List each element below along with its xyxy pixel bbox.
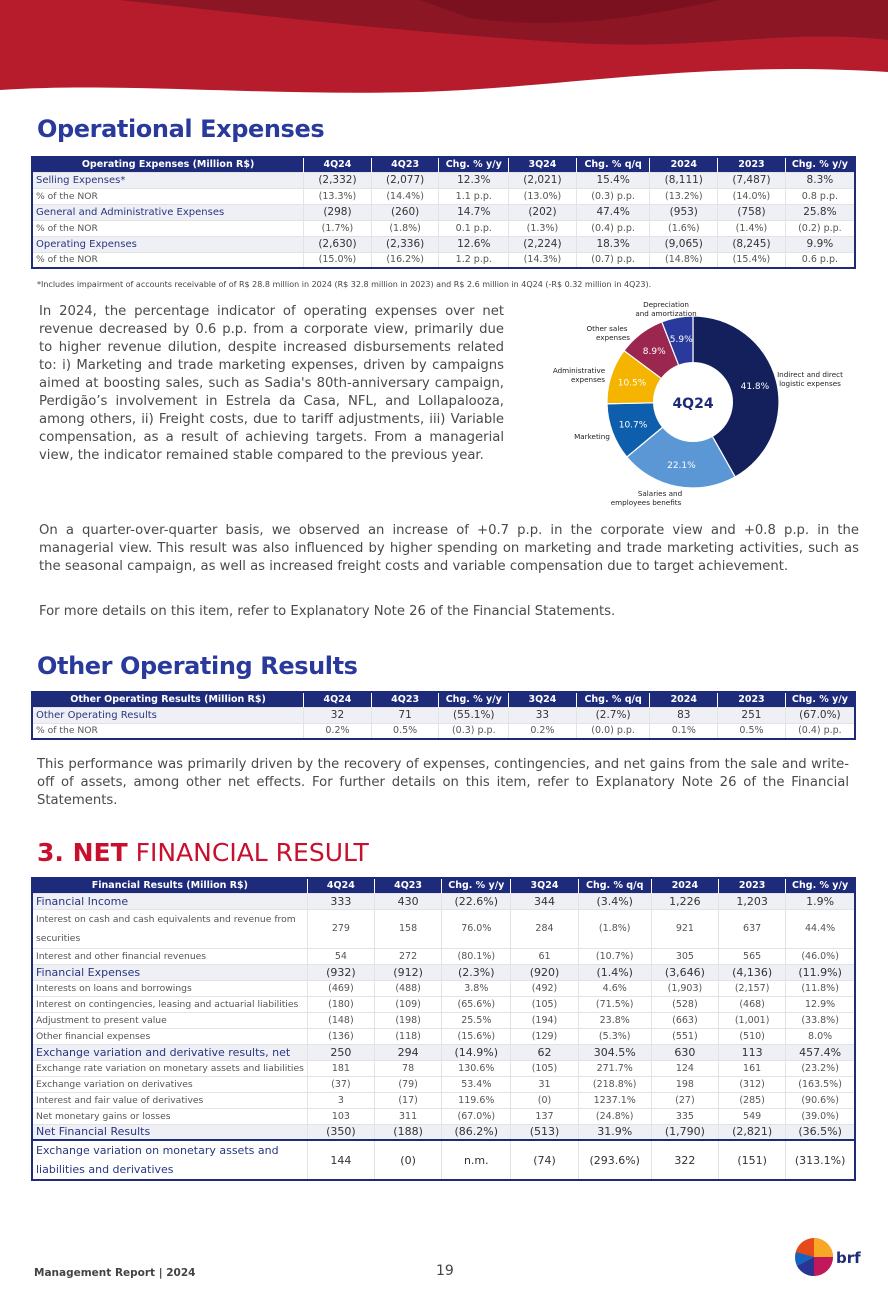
table-cell: (15.4%) [718, 252, 786, 268]
table-cell: 14.7% [439, 204, 509, 220]
table-cell: 124 [651, 1060, 718, 1076]
table-cell: 637 [719, 909, 786, 948]
table-cell: (260) [371, 204, 439, 220]
table-cell: 1.9% [786, 893, 855, 909]
table-cell: (1.3%) [509, 220, 577, 236]
table-cell: 198 [651, 1076, 718, 1092]
label-salaries: Salaries and [637, 489, 683, 498]
table-cell: 31.9% [578, 1124, 651, 1140]
table-cell: (0.4) p.p. [785, 723, 855, 739]
table-row [32, 188, 855, 204]
table-cell: (15.0%) [304, 252, 372, 268]
table-cell: 279 [307, 909, 374, 948]
table-cell: (23.2%) [786, 1060, 855, 1076]
table-cell: (0) [511, 1092, 578, 1108]
table-cell: (14.0%) [718, 188, 786, 204]
label-other-sales: Other sales [586, 324, 628, 333]
brf-logo [794, 1236, 861, 1278]
table-cell: (16.2%) [371, 252, 439, 268]
table-cell: (953) [650, 204, 718, 220]
table-cell: 12.9% [786, 996, 855, 1012]
table-cell: 549 [719, 1108, 786, 1124]
table-cell: (105) [511, 996, 578, 1012]
table-cell: (285) [719, 1092, 786, 1108]
column-header: 2023 [719, 878, 786, 893]
table-header-row [32, 157, 855, 172]
table-cell: (1.8%) [578, 909, 651, 948]
table-row [32, 252, 855, 268]
table-cell: 130.6% [442, 1060, 511, 1076]
table-cell: (14.9%) [442, 1044, 511, 1060]
label-administrative: Administrative [552, 366, 606, 375]
table-cell: (13.2%) [650, 188, 718, 204]
table-cell: 54 [307, 948, 374, 964]
label-marketing: Marketing [574, 432, 610, 441]
table-cell: (151) [719, 1140, 786, 1180]
table-cell: 31 [511, 1076, 578, 1092]
row-label: Net monetary gains or losses [32, 1108, 307, 1124]
table-cell: (36.5%) [786, 1124, 855, 1140]
table-cell: (2,224) [509, 236, 577, 252]
table-row [32, 909, 855, 948]
table-cell: (551) [651, 1028, 718, 1044]
table-cell: (11.8%) [786, 980, 855, 996]
table-cell: (313.1%) [786, 1140, 855, 1180]
table-cell: (24.8%) [578, 1108, 651, 1124]
table-cell: 161 [719, 1060, 786, 1076]
table-cell: (90.6%) [786, 1092, 855, 1108]
table-cell: (663) [651, 1012, 718, 1028]
column-header: 4Q23 [371, 692, 439, 707]
table-row [32, 1108, 855, 1124]
section-title-rest: FINANCIAL RESULT [127, 838, 369, 867]
table-cell: 1,226 [651, 893, 718, 909]
table-cell: (2,336) [371, 236, 439, 252]
row-label: Financial Expenses [32, 964, 307, 980]
table-row [32, 1028, 855, 1044]
table-cell: (79) [374, 1076, 441, 1092]
table-cell: (180) [307, 996, 374, 1012]
table-cell: 33 [509, 707, 577, 723]
label-depreciation: Depreciation [643, 300, 689, 309]
table-cell: 44.4% [786, 909, 855, 948]
table-cell: (468) [719, 996, 786, 1012]
row-label: Financial Income [32, 893, 307, 909]
table-cell: 47.4% [576, 204, 650, 220]
table-cell: 311 [374, 1108, 441, 1124]
table-cell: (194) [511, 1012, 578, 1028]
column-header: Chg. % q/q [578, 878, 651, 893]
column-header: Chg. % y/y [785, 157, 855, 172]
table-cell: (4,136) [719, 964, 786, 980]
column-header: Chg. % q/q [576, 692, 650, 707]
table-cell: 304.5% [578, 1044, 651, 1060]
table-cell: 158 [374, 909, 441, 948]
donut-value-label: 10.5% [617, 378, 647, 389]
table-cell: 12.6% [439, 236, 509, 252]
table-cell: 119.6% [442, 1092, 511, 1108]
row-label: % of the NOR [32, 723, 304, 739]
donut-value-label: 8.9% [642, 347, 666, 358]
table-cell: (1.6%) [650, 220, 718, 236]
table-cell: (1.7%) [304, 220, 372, 236]
table-row [32, 723, 855, 739]
table-cell: 294 [374, 1044, 441, 1060]
table-cell: 144 [307, 1140, 374, 1180]
table-cell: (2.7%) [576, 707, 650, 723]
column-header: 3Q24 [509, 692, 577, 707]
table-cell: (129) [511, 1028, 578, 1044]
table-cell: (312) [719, 1076, 786, 1092]
table-cell: 83 [650, 707, 718, 723]
table-cell: 15.4% [576, 172, 650, 188]
table-cell: (2,021) [509, 172, 577, 188]
table-cell: 181 [307, 1060, 374, 1076]
donut-value-label: 41.8% [740, 381, 770, 392]
table-cell: 0.8 p.p. [785, 188, 855, 204]
paragraph-opex-reference: For more details on this item, refer to Explanatory Note 26 of the Financial Statements. [39, 604, 616, 619]
row-label: % of the NOR [32, 252, 304, 268]
paragraph-opex-annual: In 2024, the percentage indicator of operating expenses over net revenue decreased by 0.6 p.p. from a corporate view, primarily due to higher revenue dilution, despite increased disbursements related to: i) Marketing and trade marketing expenses, driven by campaigns aimed at boosting sales, such as Sadia's 80th-anniversary campaign, Perdigão’s involvement in Estrela da Casa, NFL, and Lollapalooza, among others, ii) Freight costs, due to tariff adjustments, iii) Variable compensation, as a result of achieving targets. From a managerial view, the indicator remained stable compared to the previous year. [39, 304, 504, 463]
table-cell: (528) [651, 996, 718, 1012]
table-cell: 113 [719, 1044, 786, 1060]
table-cell: (14.3%) [509, 252, 577, 268]
table-cell: (920) [511, 964, 578, 980]
table-cell: 1,203 [719, 893, 786, 909]
table-cell: 250 [307, 1044, 374, 1060]
table-cell: (8,111) [650, 172, 718, 188]
row-label: Interest on cash and cash equivalents and revenue from securities [32, 909, 307, 948]
column-header: Chg. % y/y [439, 157, 509, 172]
table-cell: n.m. [442, 1140, 511, 1180]
table-row [32, 236, 855, 252]
table-cell: (198) [374, 1012, 441, 1028]
table-row [32, 996, 855, 1012]
table-cell: (14.8%) [650, 252, 718, 268]
table-cell: (0.0) p.p. [576, 723, 650, 739]
column-header: 2024 [650, 692, 718, 707]
table-cell: (1.4%) [578, 964, 651, 980]
table-cell: 76.0% [442, 909, 511, 948]
label-depreciation: and amortization [635, 309, 697, 318]
operating-expenses-table [31, 156, 856, 269]
label-logistic: Indirect and direct [777, 370, 843, 379]
row-label: Exchange variation on derivatives [32, 1076, 307, 1092]
table-cell: (1.8%) [371, 220, 439, 236]
table-cell: 0.6 p.p. [785, 252, 855, 268]
financial-results-table [31, 877, 856, 1181]
row-label: % of the NOR [32, 188, 304, 204]
table-cell: (0.7) p.p. [576, 252, 650, 268]
table-cell: (0.4) p.p. [576, 220, 650, 236]
table-cell: (469) [307, 980, 374, 996]
table-cell: (0.3) p.p. [439, 723, 509, 739]
table-cell: 137 [511, 1108, 578, 1124]
table-cell: 335 [651, 1108, 718, 1124]
table-cell: (13.3%) [304, 188, 372, 204]
table-cell: 1.1 p.p. [439, 188, 509, 204]
table-cell: 0.2% [304, 723, 372, 739]
table-row [32, 980, 855, 996]
row-label: Other financial expenses [32, 1028, 307, 1044]
table-cell: (912) [374, 964, 441, 980]
table-cell: (22.6%) [442, 893, 511, 909]
table-cell: (136) [307, 1028, 374, 1044]
section-title-other-operating-results: Other Operating Results [37, 652, 358, 680]
table-cell: 1.2 p.p. [439, 252, 509, 268]
table-cell: (488) [374, 980, 441, 996]
column-header: Other Operating Results (Million R$) [32, 692, 304, 707]
table-cell: (17) [374, 1092, 441, 1108]
table-cell: (33.8%) [786, 1012, 855, 1028]
table-cell: (513) [511, 1124, 578, 1140]
column-header: 2024 [650, 157, 718, 172]
table-row [32, 948, 855, 964]
table-cell: (148) [307, 1012, 374, 1028]
row-label: Interest and fair value of derivatives [32, 1092, 307, 1108]
table-cell: (14.4%) [371, 188, 439, 204]
table-cell: (3,646) [651, 964, 718, 980]
table-cell: 12.3% [439, 172, 509, 188]
table-row [32, 964, 855, 980]
table-row [32, 172, 855, 188]
table-row [32, 1124, 855, 1140]
table-cell: (74) [511, 1140, 578, 1180]
table-cell: 272 [374, 948, 441, 964]
table-cell: 430 [374, 893, 441, 909]
table-cell: 32 [304, 707, 372, 723]
donut-value-label: 10.7% [618, 420, 648, 431]
table-cell: 53.4% [442, 1076, 511, 1092]
table-row [32, 1044, 855, 1060]
table-cell: 18.3% [576, 236, 650, 252]
column-header: 4Q24 [304, 157, 372, 172]
table-cell: 61 [511, 948, 578, 964]
table-cell: (5.3%) [578, 1028, 651, 1044]
footer-report-label: Management Report | [34, 1267, 167, 1279]
table-cell: (109) [374, 996, 441, 1012]
table-cell: (2,077) [371, 172, 439, 188]
row-label: % of the NOR [32, 220, 304, 236]
table-cell: 1237.1% [578, 1092, 651, 1108]
donut-value-label: 22.1% [667, 460, 696, 471]
table-header-row [32, 878, 855, 893]
table-cell: (67.0%) [442, 1108, 511, 1124]
table-cell: 457.4% [786, 1044, 855, 1060]
table-cell: (1.4%) [718, 220, 786, 236]
footer-report-name [34, 1267, 195, 1279]
table-cell: (67.0%) [785, 707, 855, 723]
table-cell: 78 [374, 1060, 441, 1076]
table-cell: (350) [307, 1124, 374, 1140]
table-cell: (0) [374, 1140, 441, 1180]
table-row [32, 220, 855, 236]
column-header: 4Q24 [304, 692, 372, 707]
table-cell: 630 [651, 1044, 718, 1060]
expenses-breakdown-donut-chart [540, 298, 870, 510]
table-cell: (37) [307, 1076, 374, 1092]
brf-logo-text: brf [836, 1249, 861, 1267]
table-cell: 565 [719, 948, 786, 964]
row-label: General and Administrative Expenses [32, 204, 304, 220]
other-operating-results-table [31, 691, 856, 740]
table-cell: (2,332) [304, 172, 372, 188]
table-cell: 3.8% [442, 980, 511, 996]
column-header: Financial Results (Million R$) [32, 878, 307, 893]
table-cell: 4.6% [578, 980, 651, 996]
table-cell: (7,487) [718, 172, 786, 188]
column-header: 3Q24 [511, 878, 578, 893]
table-cell: 251 [718, 707, 786, 723]
section-title-net-financial-result [37, 838, 369, 867]
table-cell: (510) [719, 1028, 786, 1044]
column-header: Operating Expenses (Million R$) [32, 157, 304, 172]
table-cell: (188) [374, 1124, 441, 1140]
table-cell: (39.0%) [786, 1108, 855, 1124]
column-header: 4Q24 [307, 878, 374, 893]
paragraph-opex-quarterly: On a quarter-over-quarter basis, we observed an increase of +0.7 p.p. in the corporate view and +0.8 p.p. in the managerial view. This result was also influenced by higher spending on marketing and trade marketing activities, such as the seasonal campaign, as well as increased freight costs and variable compensation due to target achievement. [39, 523, 859, 574]
table-cell: (15.6%) [442, 1028, 511, 1044]
table-row [32, 893, 855, 909]
column-header: 3Q24 [509, 157, 577, 172]
table-cell: 8.3% [785, 172, 855, 188]
table-cell: (492) [511, 980, 578, 996]
header-wave-banner [0, 0, 888, 100]
table-cell: (163.5%) [786, 1076, 855, 1092]
table-cell: 344 [511, 893, 578, 909]
row-label: Selling Expenses* [32, 172, 304, 188]
table-cell: 0.1% [650, 723, 718, 739]
table-cell: (0.2) p.p. [785, 220, 855, 236]
table-cell: (13.0%) [509, 188, 577, 204]
paragraph-other-results: This performance was primarily driven by the recovery of expenses, contingencies, and net gains from the sale and write-off of assets, among other net effects. For further details on this item, refer to Explanatory Note 26 of the Financial Statements. [37, 757, 849, 808]
table-cell: (2.3%) [442, 964, 511, 980]
table-cell: 71 [371, 707, 439, 723]
row-label: Interests on loans and borrowings [32, 980, 307, 996]
table-cell: (65.6%) [442, 996, 511, 1012]
table-cell: 0.1 p.p. [439, 220, 509, 236]
column-header: 2023 [718, 157, 786, 172]
table-cell: 333 [307, 893, 374, 909]
table-cell: (46.0%) [786, 948, 855, 964]
table-header-row [32, 692, 855, 707]
table-cell: (10.7%) [578, 948, 651, 964]
table-cell: 8.0% [786, 1028, 855, 1044]
table-row [32, 1076, 855, 1092]
table-cell: 25.5% [442, 1012, 511, 1028]
table-row [32, 1092, 855, 1108]
label-other-sales: expenses [595, 333, 631, 342]
table-cell: (2,821) [719, 1124, 786, 1140]
table-cell: (11.9%) [786, 964, 855, 980]
column-header: 4Q23 [374, 878, 441, 893]
table-cell: 271.7% [578, 1060, 651, 1076]
footnote: *Includes impairment of accounts receivable of of R$ 28.8 million in 2024 (R$ 32.8 million in 2023) and R$ 2.6 million in 4Q24 (-R$ 0.32 million in 4Q23). [37, 280, 652, 289]
table-cell: (55.1%) [439, 707, 509, 723]
section-title-operational-expenses: Operational Expenses [37, 115, 325, 143]
column-header: 2024 [651, 878, 718, 893]
table-cell: (3.4%) [578, 893, 651, 909]
table-cell: (293.6%) [578, 1140, 651, 1180]
table-cell: (105) [511, 1060, 578, 1076]
table-row [32, 1012, 855, 1028]
table-cell: (27) [651, 1092, 718, 1108]
table-cell: (2,630) [304, 236, 372, 252]
column-header: Chg. % q/q [576, 157, 650, 172]
table-cell: (118) [374, 1028, 441, 1044]
row-label: Other Operating Results [32, 707, 304, 723]
row-label: Interest and other financial revenues [32, 948, 307, 964]
donut-value-label: 5.9% [669, 335, 693, 346]
label-salaries: employees benefits [610, 498, 682, 507]
table-cell: 3 [307, 1092, 374, 1108]
table-cell: (9,065) [650, 236, 718, 252]
footer-report-year: 2024 [166, 1267, 196, 1279]
table-cell: (8,245) [718, 236, 786, 252]
table-cell: (1,903) [651, 980, 718, 996]
table-cell: 0.5% [371, 723, 439, 739]
table-row [32, 1140, 855, 1180]
table-cell: 25.8% [785, 204, 855, 220]
table-cell: 103 [307, 1108, 374, 1124]
row-label: Exchange variation on monetary assets and liabilities and derivatives [32, 1140, 307, 1180]
row-label: Exchange rate variation on monetary assets and liabilities [32, 1060, 307, 1076]
donut-center-label: 4Q24 [672, 396, 714, 412]
section-title-bold: 3. NET [37, 838, 128, 867]
table-row [32, 1060, 855, 1076]
table-cell: 322 [651, 1140, 718, 1180]
table-cell: (0.3) p.p. [576, 188, 650, 204]
label-administrative: expenses [570, 375, 606, 384]
table-cell: (86.2%) [442, 1124, 511, 1140]
column-header: Chg. % y/y [442, 878, 511, 893]
table-cell: 0.5% [718, 723, 786, 739]
table-cell: (1,790) [651, 1124, 718, 1140]
column-header: 2023 [718, 692, 786, 707]
table-cell: (298) [304, 204, 372, 220]
table-cell: 0.2% [509, 723, 577, 739]
column-header: 4Q23 [371, 157, 439, 172]
table-row [32, 707, 855, 723]
table-cell: 62 [511, 1044, 578, 1060]
row-label: Exchange variation and derivative results, net [32, 1044, 307, 1060]
table-row [32, 204, 855, 220]
table-cell: 921 [651, 909, 718, 948]
table-cell: (71.5%) [578, 996, 651, 1012]
table-cell: (1,001) [719, 1012, 786, 1028]
row-label: Interest on contingencies, leasing and actuarial liabilities [32, 996, 307, 1012]
table-cell: (2,157) [719, 980, 786, 996]
label-logistic: logistic expenses [779, 379, 841, 388]
row-label: Adjustment to present value [32, 1012, 307, 1028]
table-cell: 284 [511, 909, 578, 948]
row-label: Operating Expenses [32, 236, 304, 252]
table-cell: (80.1%) [442, 948, 511, 964]
column-header: Chg. % y/y [439, 692, 509, 707]
table-cell: 305 [651, 948, 718, 964]
page-number: 19 [436, 1263, 454, 1279]
table-cell: (202) [509, 204, 577, 220]
table-cell: (932) [307, 964, 374, 980]
table-cell: 23.8% [578, 1012, 651, 1028]
row-label: Net Financial Results [32, 1124, 307, 1140]
table-cell: (218.8%) [578, 1076, 651, 1092]
table-cell: (758) [718, 204, 786, 220]
column-header: Chg. % y/y [785, 692, 855, 707]
table-cell: 9.9% [785, 236, 855, 252]
column-header: Chg. % y/y [786, 878, 855, 893]
